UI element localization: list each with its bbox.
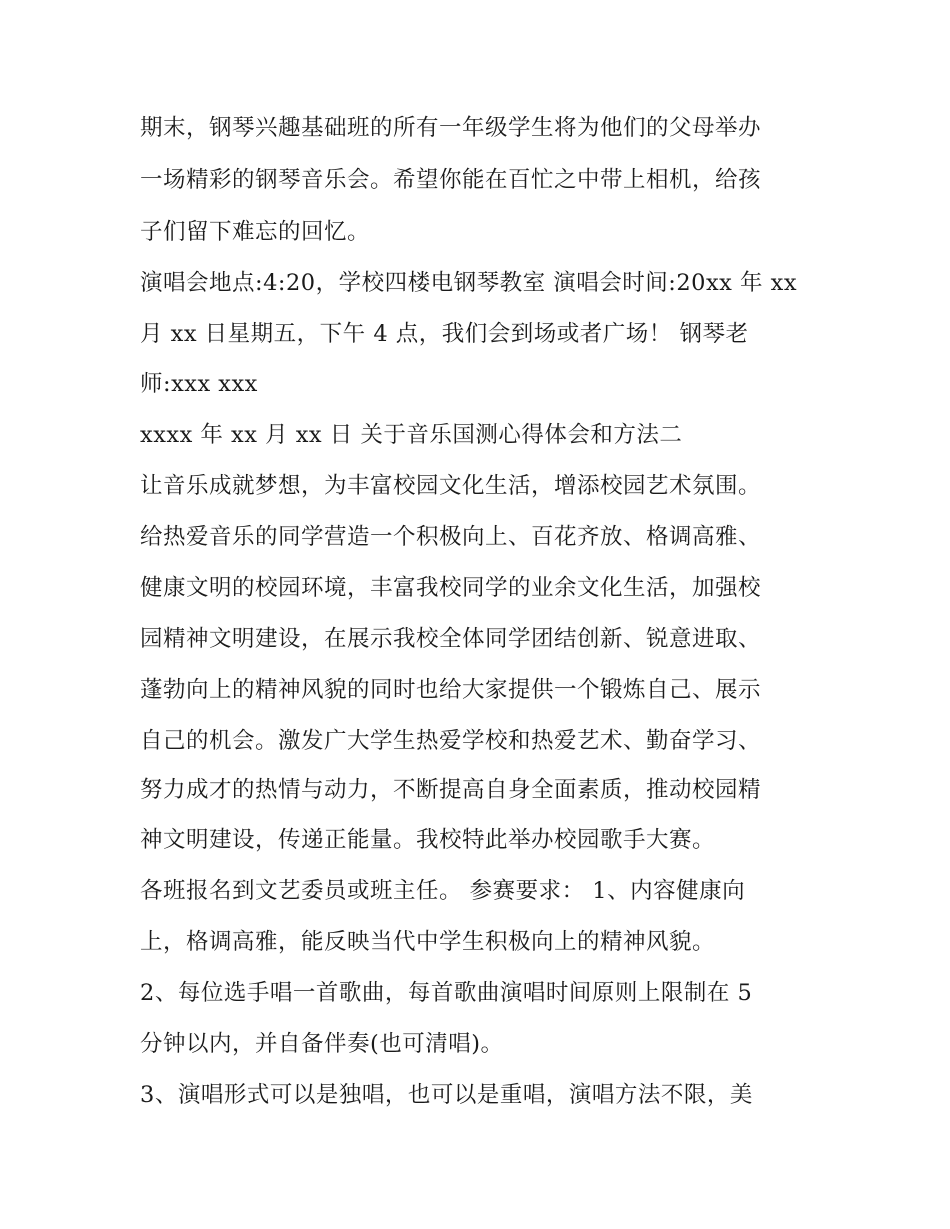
text-line: 努力成才的热情与动力，不断提高自身全面素质，推动校园精	[140, 777, 762, 803]
text-line: 一场精彩的钢琴音乐会。希望你能在百忙之中带上相机，给孩	[140, 167, 762, 193]
text-line: 月 xx 日星期五，下午 4 点，我们会到场或者广场！ 钢琴老	[140, 321, 749, 347]
text-line: 演唱会地点:4:20，学校四楼电钢琴教室 演唱会时间:20xx 年 xx	[140, 270, 798, 296]
text-line: 师:xxx xxx	[140, 371, 258, 397]
text-line: 给热爱音乐的同学营造一个积极向上、百花齐放、格调高雅、	[140, 524, 762, 550]
text-line: 健康文明的校园环境，丰富我校同学的业余文化生活，加强校	[140, 575, 762, 601]
text-line: 自己的机会。激发广大学生热爱学校和热爱艺术、勤奋学习、	[140, 728, 762, 754]
text-line: 园精神文明建设，在展示我校全体同学团结创新、锐意进取、	[140, 626, 762, 652]
text-line: 2、每位选手唱一首歌曲，每首歌曲演唱时间原则上限制在 5	[140, 980, 753, 1006]
text-line: 各班报名到文艺委员或班主任。 参赛要求： 1、内容健康向	[140, 878, 746, 904]
text-line: 期末，钢琴兴趣基础班的所有一年级学生将为他们的父母举办	[140, 115, 762, 141]
text-line: 上，格调高雅，能反映当代中学生积极向上的精神风貌。	[140, 929, 716, 955]
text-line: 蓬勃向上的精神风貌的同时也给大家提供一个锻炼自己、展示	[140, 677, 762, 703]
text-line: xxxx 年 xx 月 xx 日 关于音乐国测心得体会和方法二	[140, 422, 683, 448]
text-line: 3、演唱形式可以是独唱，也可以是重唱，演唱方法不限，美	[140, 1082, 753, 1108]
text-line: 子们留下难忘的回忆。	[140, 219, 371, 245]
text-line: 分钟以内，并自备伴奏(也可清唱)。	[140, 1031, 504, 1057]
text-line: 神文明建设，传递正能量。我校特此举办校园歌手大赛。	[140, 827, 716, 853]
text-line: 让音乐成就梦想，为丰富校园文化生活，增添校园艺术氛围。	[140, 473, 762, 499]
